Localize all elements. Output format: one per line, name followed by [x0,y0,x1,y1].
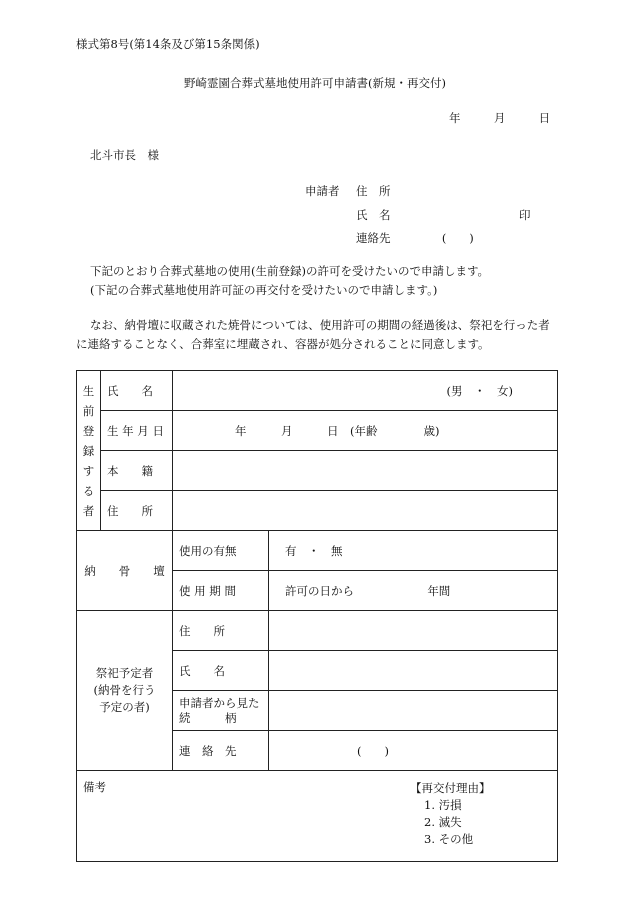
date-month: 月 [493,111,506,125]
request-paragraph [76,262,556,299]
applicant-address-label: 住 所 [356,184,391,198]
date-line [449,110,550,126]
applicant-label: 申請者 [305,184,340,198]
reissue-reasons [410,780,491,848]
reissue-item: 2. 滅失 [424,815,462,829]
reissue-item: 3. その他 [424,832,474,846]
table-row [77,371,558,411]
address-field[interactable] [173,491,558,531]
remarks-label: 備考 [83,780,106,794]
applicant-name-label: 氏 名 [356,208,391,222]
saishi-address-field[interactable] [269,611,558,651]
name-field[interactable] [173,371,558,411]
birth-label: 生 年 月 日 [101,411,173,451]
addressee: 北斗市長 様 [90,148,159,162]
seal-mark: 印 [519,208,531,222]
usage-field[interactable]: 有 ・ 無 [269,531,558,571]
name-label: 氏 名 [101,371,173,411]
reissue-title: 【再交付理由】 [410,781,491,795]
applicant-contact-paren: ( ) [441,231,474,245]
table-row [77,611,558,651]
document-title: 野崎霊園合葬式墓地使用許可申請書(新規・再交付) [184,76,446,90]
saishi-contact-label: 連 絡 先 [173,731,269,771]
honseki-label: 本 籍 [101,451,173,491]
consent-paragraph: なお、納骨壇に収蔵された焼骨については、使用許可の期間の経過後は、祭祀を行った者に連絡することなく、合葬室に埋蔵され、容器が処分されることに同意します。 [76,318,550,351]
period-field[interactable] [269,571,558,611]
applicant-address-row [356,183,391,199]
request-line-1: 下記のとおり合葬式墓地の使用(生前登録)の許可を受けたいので申請します。 [90,264,490,278]
saishi-address-label: 住 所 [173,611,269,651]
reissue-item: 1. 汚損 [424,798,462,812]
saishi-label: 祭祀予定者 (納骨を行う 予定の者) [77,611,173,771]
usage-label: 使用の有無 [173,531,269,571]
table-row [77,411,558,451]
table-row [77,531,558,571]
birth-field[interactable]: 年 月 日 (年齢 歳) [173,411,558,451]
saishi-name-label: 氏 名 [173,651,269,691]
honseki-field[interactable] [173,451,558,491]
period-label: 使 用 期 間 [173,571,269,611]
period-unit: 年間 [427,583,451,598]
applicant-name-row [356,207,391,223]
relation-field[interactable] [269,691,558,731]
gender-select[interactable]: (男 ・ 女) [446,383,514,398]
applicant-contact-label: 連絡先 [356,231,391,245]
registrant-vertical-label: 生 前 登 録 す る 者 [77,371,101,531]
table-row [77,451,558,491]
saishi-name-field[interactable] [269,651,558,691]
form-number: 様式第8号(第14条及び第15条関係) [76,37,260,51]
date-year: 年 [449,111,461,125]
address-label: 住 所 [101,491,173,531]
date-day: 日 [538,111,551,125]
period-from: 許可の日から [285,583,354,598]
nokotsudan-label: 納 骨 壇 [77,531,173,611]
table-row [77,491,558,531]
request-line-2: (下記の合葬式墓地使用許可証の再交付を受けたいので申請します。) [90,282,438,297]
relation-label: 申請者から見た 続 柄 [173,691,269,731]
saishi-contact-field[interactable]: ( ) [269,731,558,771]
applicant-contact-row [356,230,474,246]
